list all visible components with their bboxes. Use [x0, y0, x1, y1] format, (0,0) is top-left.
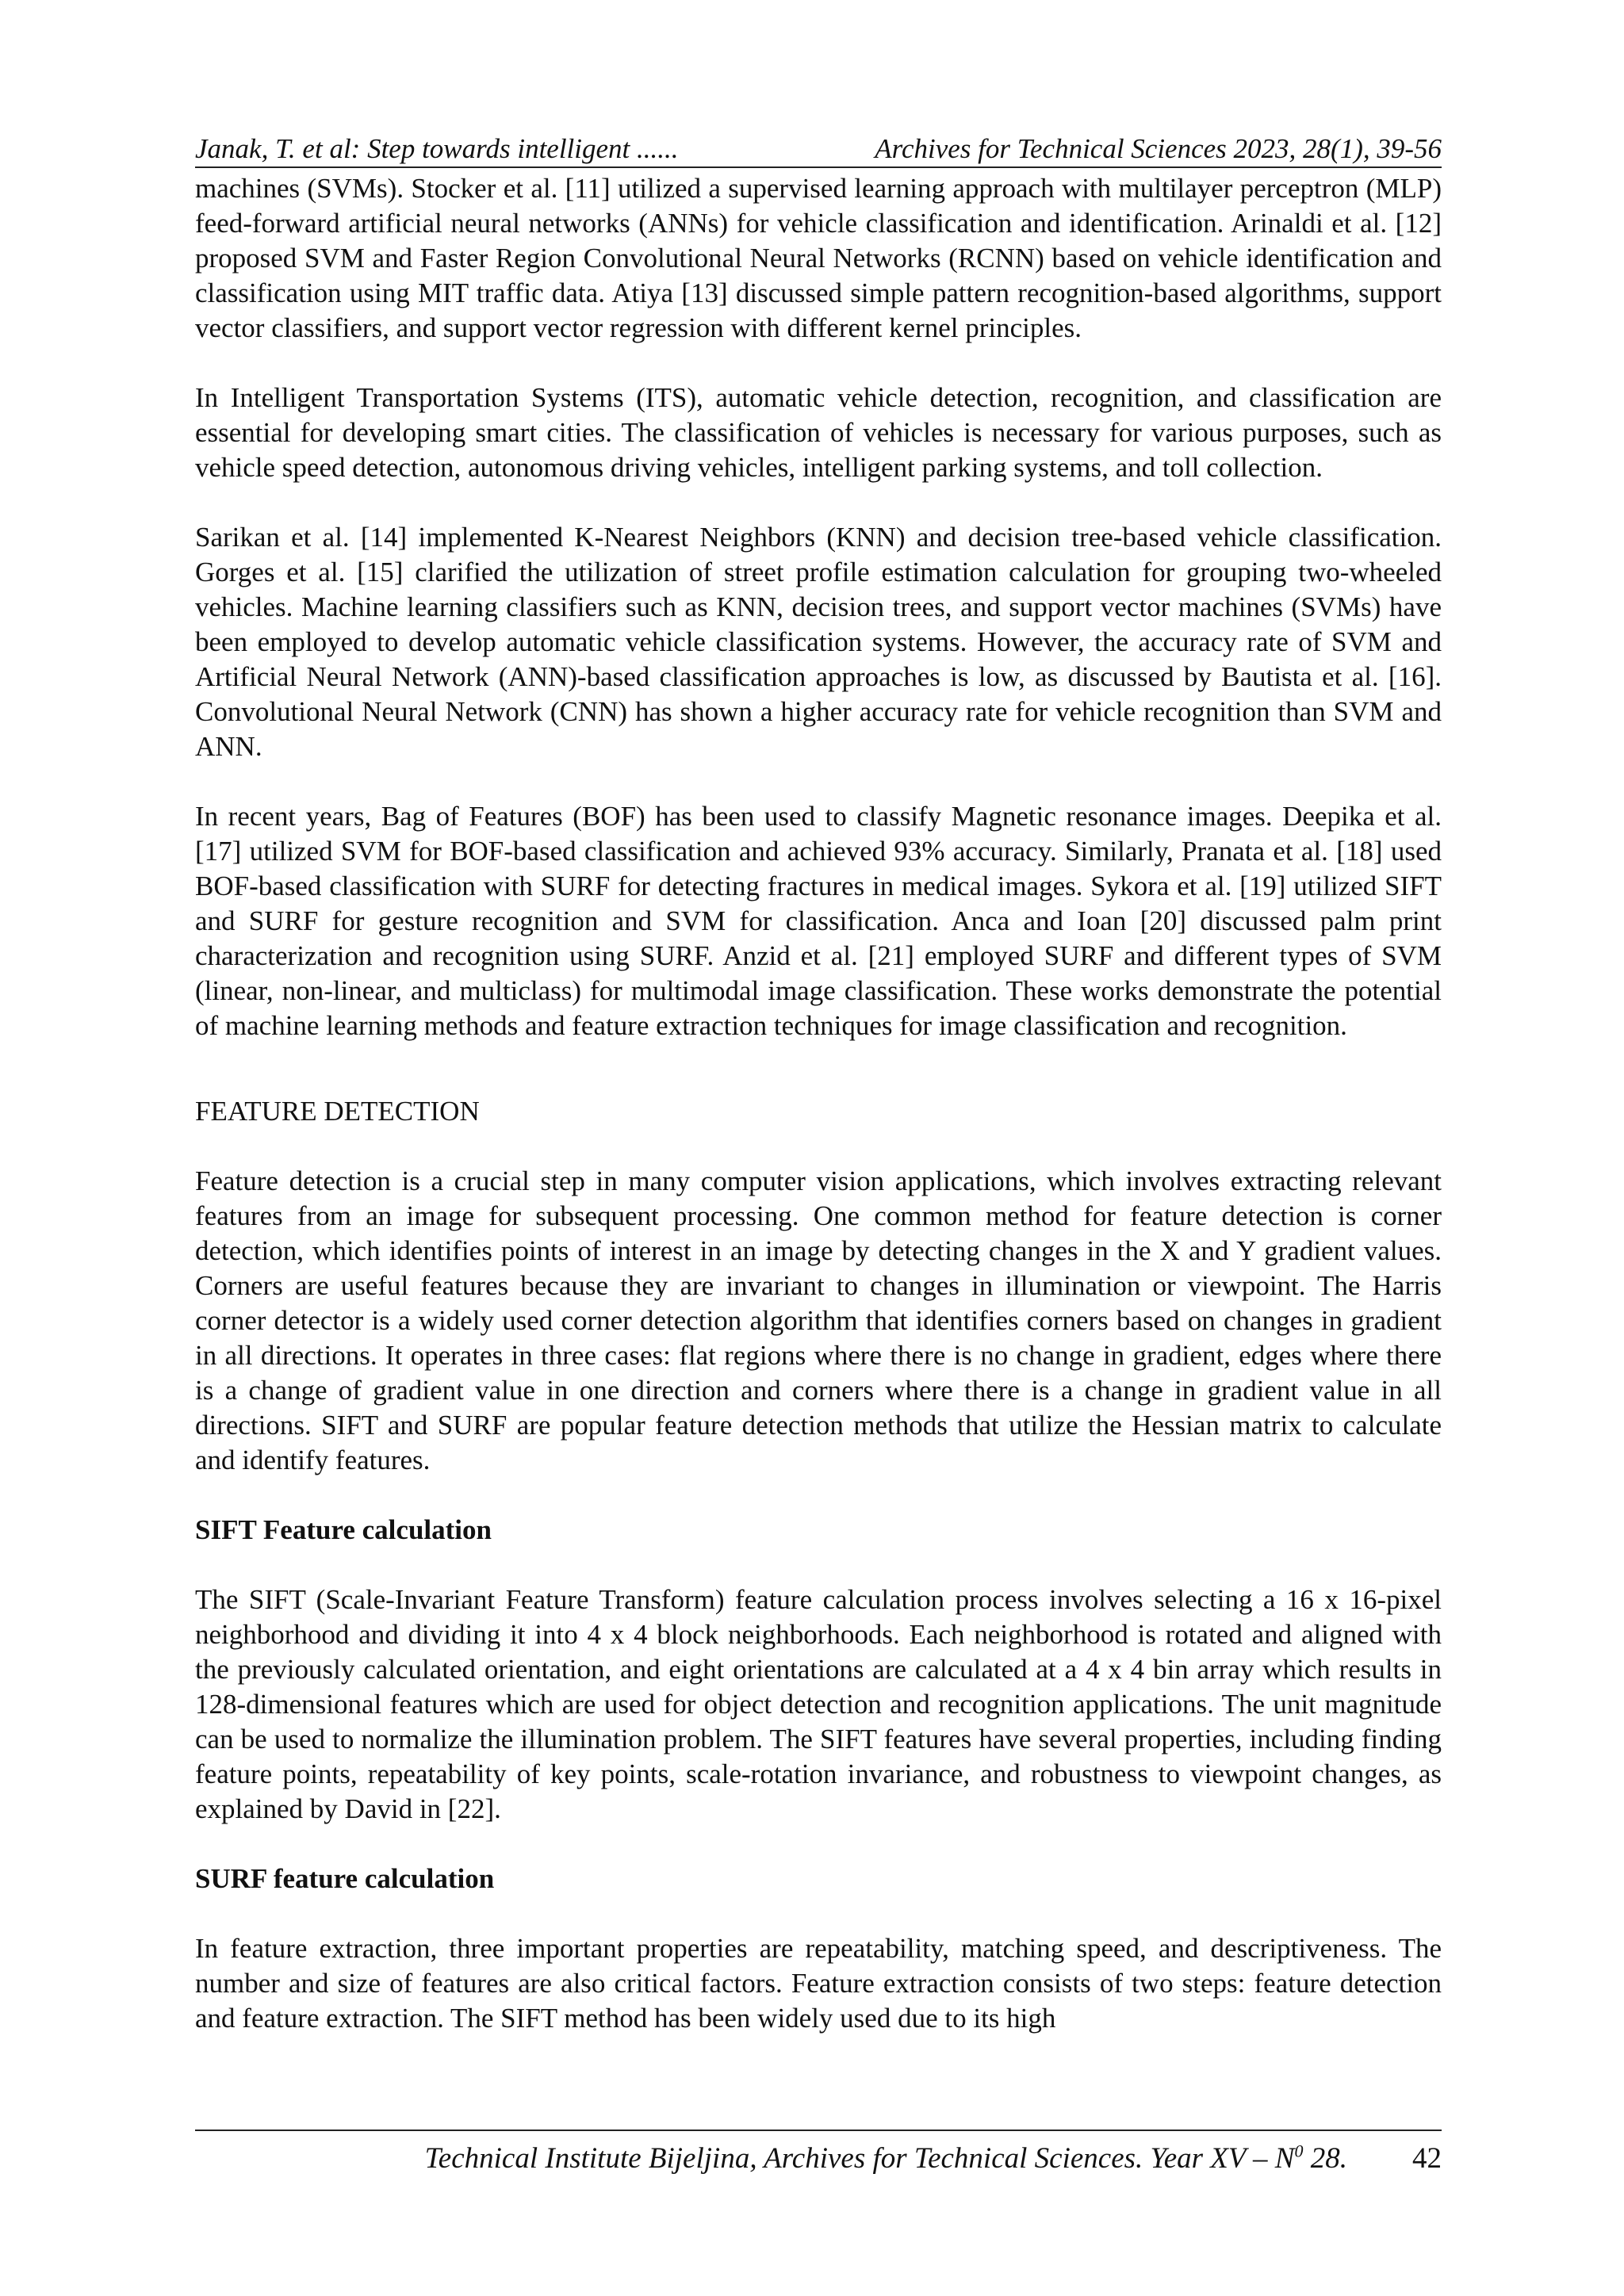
footer-text-main: Technical Institute Bijeljina, Archives for Technical Sciences. Year XV – N	[424, 2142, 1295, 2175]
main-body	[195, 171, 1442, 2071]
paragraph-sift: The SIFT (Scale-Invariant Feature Transform) feature calculation process involves selecting a 16 x 16-pixel neighborhood and dividing it into 4 x 4 block neighborhoods. Each neighborhood is rotated and aligned with the previously calculated orientation, and eight orientations are calculated at a 4 x 4 bin array which results in 128-dimensional features which are used for object detection and recognition applications. The unit magnitude can be used to normalize the illumination problem. The SIFT features have several properties, including finding feature points, repeatability of key points, scale-rotation invariance, and robustness to viewpoint changes, as explained by David in [22].	[195, 1584, 1442, 1824]
section-heading-feature-detection: FEATURE DETECTION	[195, 1096, 480, 1127]
page-footer	[195, 2141, 1442, 2177]
footer-text-end: 28.	[1303, 2142, 1347, 2175]
paragraph-knn: Sarikan et al. [14] implemented K-Nearest Neighbors (KNN) and decision tree-based vehicle classification. Gorges et al. [15] clarified the utilization of street profile estimation calculation for grouping two-wheeled vehicles. Machine learning classifiers such as KNN, decision trees, and support vector machines (SVMs) have been employed to develop automatic vehicle classification systems. However, the accuracy rate of SVM and Artificial Neural Network (ANN)-based classification approaches is low, as discussed by Bautista et al. [16]. Convolutional Neural Network (CNN) has shown a higher accuracy rate for vehicle recognition than SVM and ANN.	[195, 522, 1442, 762]
footer-journal-info	[425, 2141, 1347, 2177]
page-number: 42	[1412, 2142, 1442, 2175]
paragraph-its: In Intelligent Transportation Systems (ITS), automatic vehicle detection, recognition, and classification are essential for developing smart cities. The classification of vehicles is necessary for various purposes, such as vehicle speed detection, autonomous driving vehicles, intelligent parking systems, and toll collection.	[195, 382, 1442, 483]
subheading-sift: SIFT Feature calculation	[195, 1514, 492, 1545]
running-header	[195, 132, 1442, 168]
paragraph-surf: In feature extraction, three important properties are repeatability, matching speed, and descriptiveness. The number and size of features are also critical factors. Feature extraction consists of two steps: feature detection and feature extraction. The SIFT method has been widely used due to its high	[195, 1933, 1442, 2034]
header-journal: Archives for Technical Sciences 2023, 28(1), 39-56	[875, 133, 1442, 164]
footer-divider	[195, 2130, 1442, 2131]
footer-superscript: 0	[1294, 2141, 1304, 2161]
paragraph-feature-detection: Feature detection is a crucial step in many computer vision applications, which involves extracting relevant features from an image for subsequent processing. One common method for feature detection is corner detection, which identifies points of interest in an image by detecting changes in the X and Y gradient values. Corners are useful features because they are invariant to changes in illumination or viewpoint. The Harris corner detector is a widely used corner detection algorithm that identifies corners based on changes in gradient in all directions. It operates in three cases: flat regions where there is no change in gradient, edges where there is a change of gradient value in one direction and corners where there is a change in gradient value in all directions. SIFT and SURF are popular feature detection methods that utilize the Hessian matrix to calculate and identify features.	[195, 1165, 1442, 1475]
paragraph-bof: In recent years, Bag of Features (BOF) has been used to classify Magnetic resonance images. Deepika et al. [17] utilized SVM for BOF-based classification and achieved 93% accuracy. Similarly, Pranata et al. [18] used BOF-based classification with SURF for detecting fractures in medical images. Sykora et al. [19] utilized SIFT and SURF for gesture recognition and SVM for classification. Anca and Ioan [20] discussed palm print characterization and recognition using SURF. Anzid et al. [21] employed SURF and different types of SVM (linear, non-linear, and multiclass) for multimodal image classification. These works demonstrate the potential of machine learning methods and feature extraction techniques for image classification and recognition.	[195, 801, 1442, 1041]
paragraph-svm-ann: machines (SVMs). Stocker et al. [11] utilized a supervised learning approach with multilayer perceptron (MLP) feed-forward artificial neural networks (ANNs) for vehicle classification and identification. Arinaldi et al. [12] proposed SVM and Faster Region Convolutional Neural Networks (RCNN) based on vehicle identification and classification using MIT traffic data. Atiya [13] discussed simple pattern recognition-based algorithms, support vector classifiers, and support vector regression with different kernel principles.	[195, 173, 1442, 343]
header-citation: Janak, T. et al: Step towards intelligent ......	[195, 133, 679, 164]
subheading-surf: SURF feature calculation	[195, 1863, 495, 1894]
